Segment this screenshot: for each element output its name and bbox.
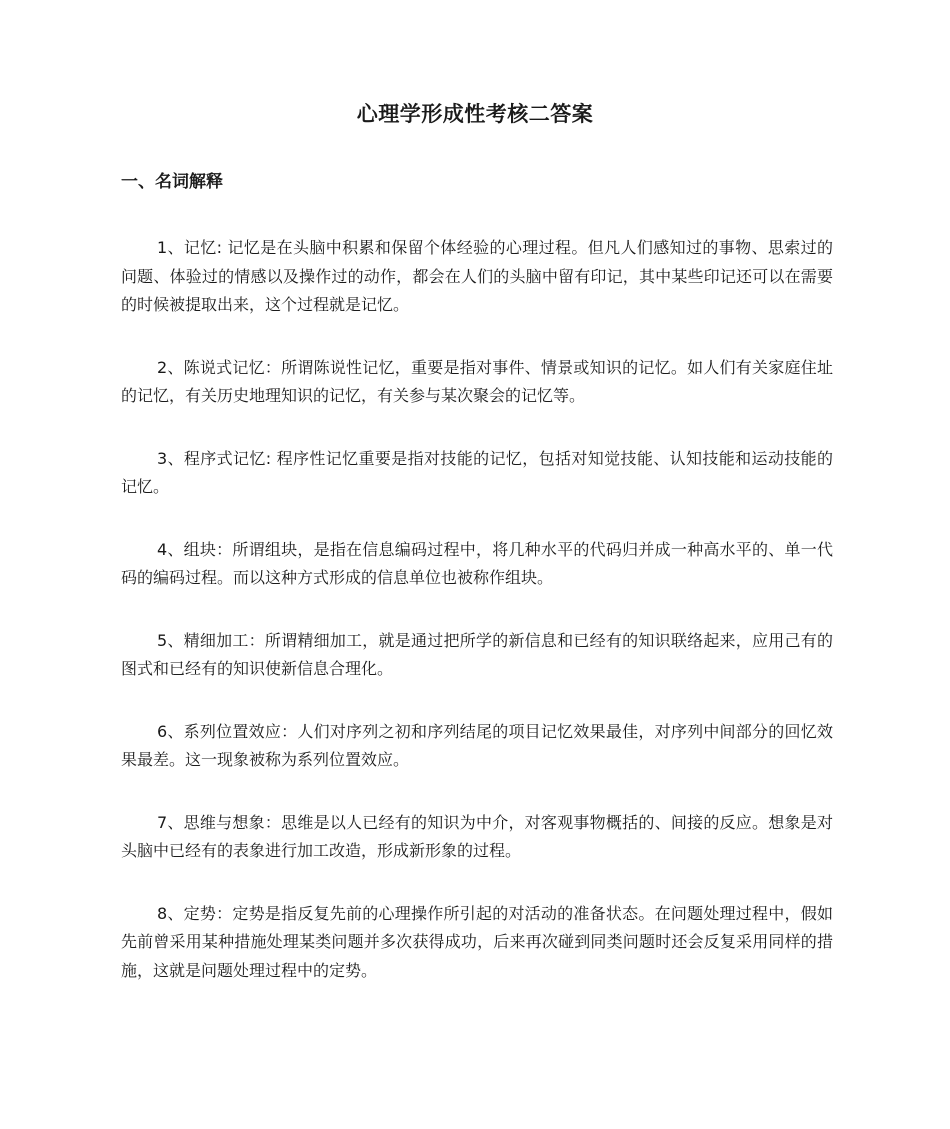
- definition-thinking-imagination: 7、思维与想象：思维是以人已经有的知识为中介，对客观事物概括的、间接的反应。想象是对头脑中已经有的表象进行加工改造，形成新形象的过程。: [121, 812, 833, 860]
- section-heading: 一、名词解释: [121, 172, 223, 192]
- definition-serial-position-effect: 6、系列位置效应：人们对序列之初和序列结尾的项目记忆效果最佳，对序列中间部分的回忆效果最差。这一现象被称为系列位置效应。: [121, 721, 833, 769]
- definitions-list: [121, 234, 833, 1019]
- document-title: 心理学形成性考核二答案: [356, 102, 594, 126]
- definition-procedural-memory: 3、程序式记忆: 程序性记忆重要是指对技能的记忆，包括对知觉技能、认知技能和运动技能的记忆。: [121, 448, 833, 496]
- definition-mental-set: 8、定势：定势是指反复先前的心理操作所引起的对活动的准备状态。在问题处理过程中，假如先前曾采用某种措施处理某类问题并多次获得成功，后来再次碰到同类问题时还会反复采用同样的措施，这就是问题处理过程中的定势。: [121, 903, 833, 980]
- definition-elaboration: 5、精细加工：所谓精细加工，就是通过把所学的新信息和已经有的知识联络起来，应用己有的图式和已经有的知识使新信息合理化。: [121, 630, 833, 678]
- definition-memory: 1、记忆: 记忆是在头脑中积累和保留个体经验的心理过程。但凡人们感知过的事物、思索过的问题、体验过的情感以及操作过的动作，都会在人们的头脑中留有印记，其中某些印记还可以在需要的时候被提取出来，这个过程就是记忆。: [121, 238, 833, 314]
- definition-declarative-memory: 2、陈说式记忆：所谓陈说性记忆，重要是指对事件、情景或知识的记忆。如人们有关家庭住址的记忆，有关历史地理知识的记忆，有关参与某次聚会的记忆等。: [121, 357, 833, 405]
- definition-chunk: 4、组块：所谓组块，是指在信息编码过程中，将几种水平的代码归并成一种高水平的、单一代码的编码过程。而以这种方式形成的信息单位也被称作组块。: [121, 539, 833, 587]
